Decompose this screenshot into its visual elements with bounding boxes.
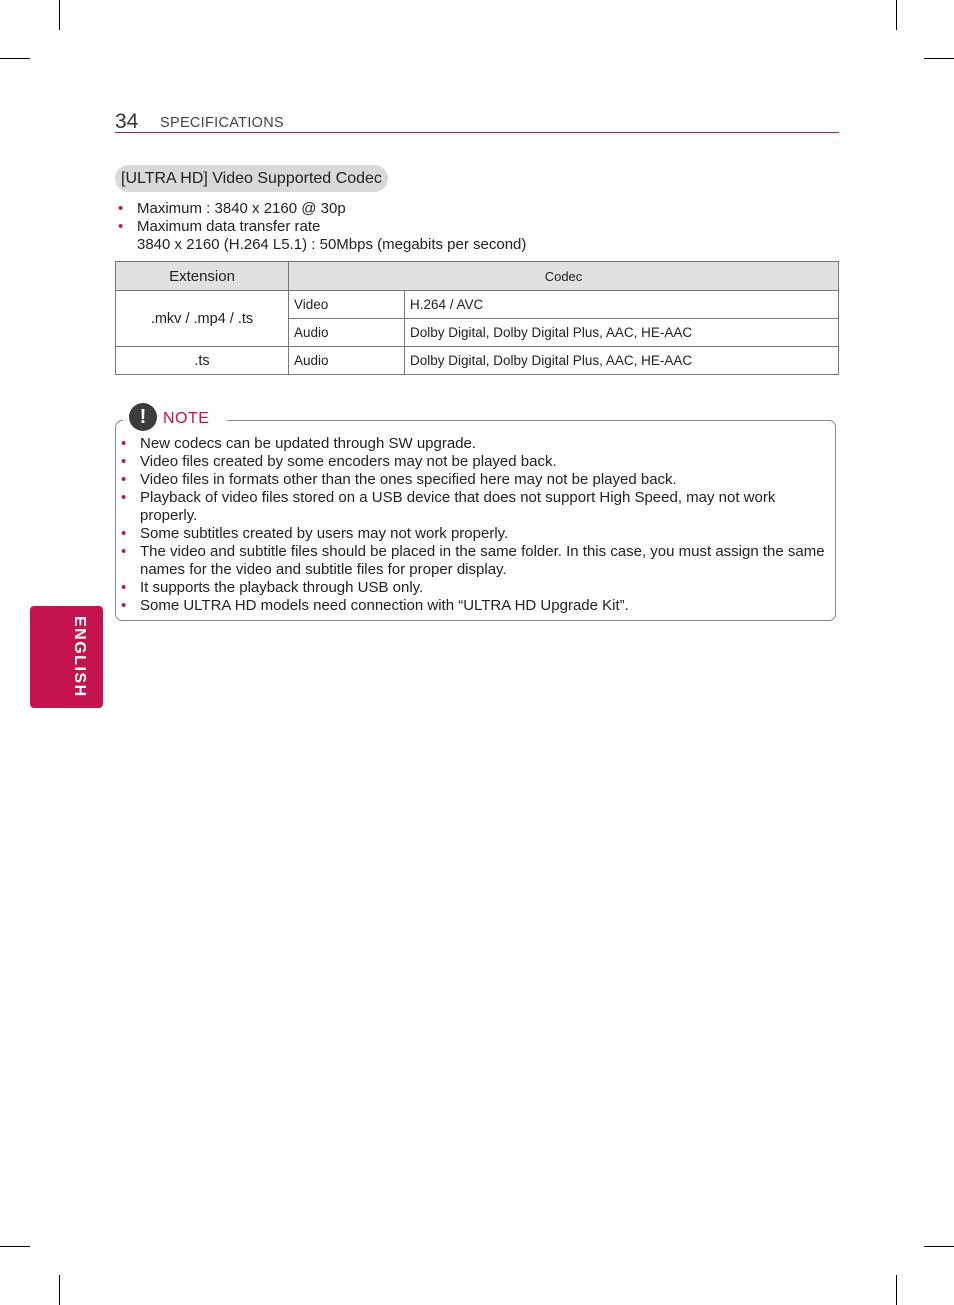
- extension-cell: .mkv / .mp4 / .ts: [116, 291, 289, 347]
- stream-type-cell: Video: [289, 291, 405, 319]
- crop-mark: [0, 58, 30, 59]
- bullet-icon: •: [118, 218, 124, 235]
- column-header-extension: Extension: [116, 262, 289, 291]
- table-row: [116, 291, 839, 319]
- codec-table: [115, 261, 839, 375]
- page-header: [115, 110, 839, 133]
- list-item-text: Maximum : 3840 x 2160 @ 30p: [137, 200, 346, 217]
- list-item-text: Some subtitles created by users may not work properly.: [140, 525, 509, 542]
- list-item: [121, 471, 827, 489]
- note-label: NOTE: [163, 410, 210, 427]
- bullet-icon: •: [121, 525, 127, 542]
- list-item-text: Video files created by some encoders may not be played back.: [140, 453, 557, 470]
- spec-list: [118, 200, 838, 254]
- list-item-text: Maximum data transfer rate: [137, 218, 321, 235]
- table-header-row: [116, 262, 839, 291]
- list-item: [121, 453, 827, 471]
- column-header-codec: Codec: [289, 262, 839, 291]
- bullet-icon: •: [121, 543, 127, 560]
- crop-mark: [0, 1246, 30, 1247]
- language-side-tab: [30, 606, 103, 708]
- bullet-icon: •: [121, 489, 127, 506]
- list-item-text: Video files in formats other than the ones specified here may not be played back.: [140, 471, 677, 488]
- list-item-text: The video and subtitle files should be placed in the same folder. In this case, you must assign the same names for the video and subtitle files for proper display.: [140, 543, 825, 578]
- crop-mark: [924, 58, 954, 59]
- crop-mark: [896, 1275, 897, 1305]
- list-item-text: New codecs can be updated through SW upgrade.: [140, 435, 477, 452]
- bullet-icon: •: [121, 597, 127, 614]
- crop-mark: [924, 1246, 954, 1247]
- list-item-text: Some ULTRA HD models need connection with “ULTRA HD Upgrade Kit”.: [140, 597, 629, 614]
- table-row: [116, 347, 839, 375]
- crop-mark: [59, 0, 60, 30]
- list-item: [121, 489, 827, 525]
- list-item: [121, 543, 827, 579]
- bullet-icon: •: [121, 435, 127, 452]
- note-heading: [123, 402, 227, 432]
- bullet-icon: •: [121, 453, 127, 470]
- list-item: [121, 435, 827, 453]
- list-item: [118, 200, 838, 218]
- stream-type-cell: Audio: [289, 347, 405, 375]
- codec-cell: Dolby Digital, Dolby Digital Plus, AAC, HE-AAC: [405, 347, 839, 375]
- bullet-icon: •: [121, 471, 127, 488]
- exclamation-icon: !: [129, 403, 157, 431]
- stream-type-cell: Audio: [289, 319, 405, 347]
- extension-cell: .ts: [116, 347, 289, 375]
- list-item-text: Playback of video files stored on a USB device that does not support High Speed, may not work properly.: [140, 489, 776, 524]
- codec-cell: Dolby Digital, Dolby Digital Plus, AAC, HE-AAC: [405, 319, 839, 347]
- list-item: [121, 579, 827, 597]
- list-item: [121, 525, 827, 543]
- list-item: [118, 218, 838, 236]
- section-subheading: [ULTRA HD] Video Supported Codec: [115, 165, 388, 192]
- page-number: 34: [115, 110, 139, 133]
- crop-mark: [59, 1275, 60, 1305]
- section-title: SPECIFICATIONS: [160, 115, 284, 131]
- list-item: [121, 597, 827, 615]
- note-list: [121, 435, 827, 615]
- list-item-text: It supports the playback through USB only.: [140, 579, 424, 596]
- bullet-icon: •: [118, 200, 124, 217]
- list-item-continuation: 3840 x 2160 (H.264 L5.1) : 50Mbps (megabits per second): [137, 236, 527, 253]
- crop-mark: [896, 0, 897, 30]
- codec-cell: H.264 / AVC: [405, 291, 839, 319]
- language-side-tab-label: ENGLISH: [71, 616, 88, 698]
- bullet-icon: •: [121, 579, 127, 596]
